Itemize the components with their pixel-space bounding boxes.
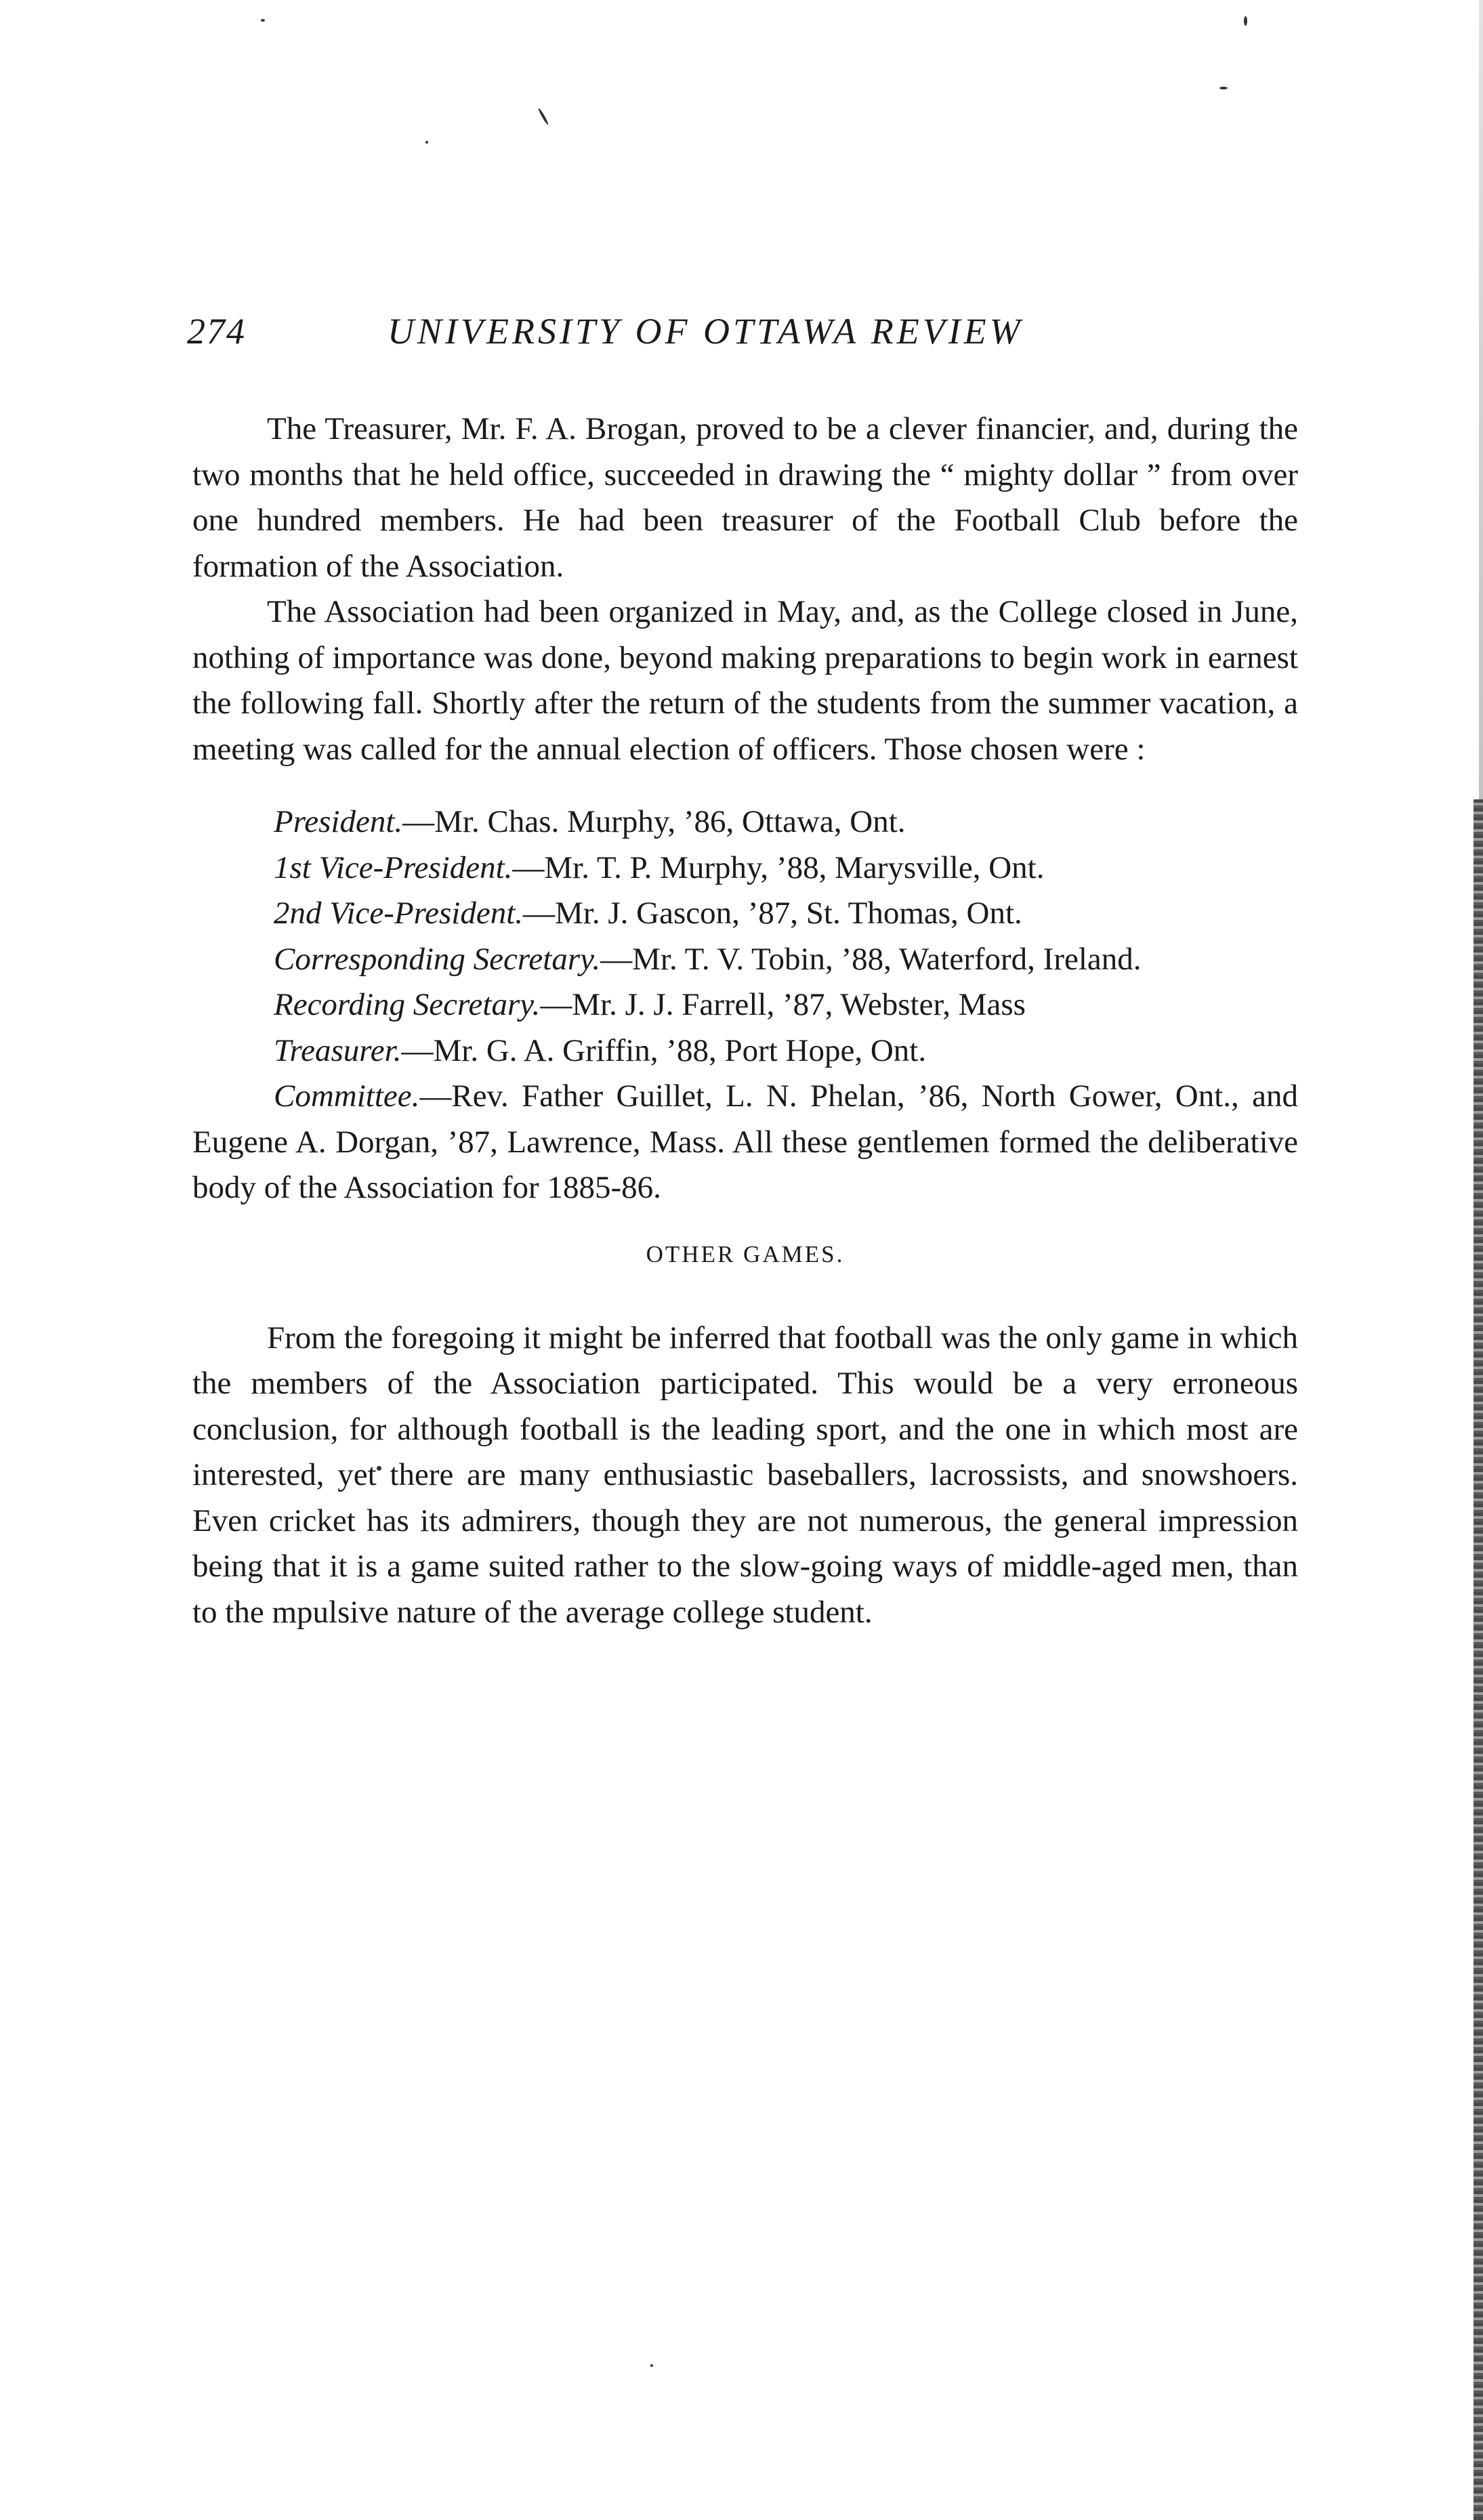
officer-role: President. [274, 804, 403, 839]
officer-detail: —Mr. G. A. Griffin, ’88, Port Hope, Ont. [401, 1032, 927, 1068]
officer-first-vice-president [192, 845, 1298, 891]
officer-second-vice-president [192, 891, 1298, 937]
treasurer-paragraph: The Treasurer, Mr. F. A. Brogan, proved to be a clever financier, and, during the two months that he held office, succeeded in drawing the “ mighty dollar ” from over one hundred members. He had been treasurer of the Football Club before the formation of the Association. [192, 411, 1298, 584]
officer-role: 1st Vice-President. [274, 849, 513, 885]
body-text [192, 406, 1298, 1635]
section-heading-other-games: OTHER GAMES. [646, 1240, 845, 1267]
scan-speck [261, 19, 265, 22]
officers-list [192, 799, 1298, 1211]
officer-role: 2nd Vice-President. [274, 896, 524, 931]
officer-committee [192, 1074, 1298, 1211]
officer-detail: —Mr. J. Gascon, ’87, St. Thomas, Ont. [523, 896, 1022, 931]
scan-edge-top [1479, 0, 1483, 799]
officer-role: Recording Secretary. [274, 987, 541, 1022]
running-title: UNIVERSITY OF OTTAWA REVIEW [388, 311, 1024, 352]
other-games-paragraph: From the foregoing it might be inferred that football was the only game in which the members of the Association participated. This would be a very erroneous conclusion, for although football is the leading sport, and the one in which most are interested, yet there are many enthusiastic baseballers, lacrossists, and snowshoers. Even cricket has its admirers, though they are not numerous, the general impression being that it is a game suited rather to the slow-going ways of middle-aged men, than to the mpulsive nature of the average college student. [192, 1320, 1298, 1630]
association-paragraph: The Association had been organized in May, and, as the College closed in June, nothing of importance was done, beyond making preparations to begin work in earnest the following fall. Shortly after the return of the students from the summer vacation, a meeting was called for the annual election of officers. Those chosen were : [192, 594, 1298, 767]
scan-speck [650, 2364, 653, 2367]
scan-speck [537, 108, 549, 125]
officer-role: Treasurer. [274, 1032, 402, 1068]
officer-recording-secretary [192, 982, 1298, 1028]
officer-detail: —Rev. Father Guillet, L. N. Phelan, ’86, North Gower, Ont., and Eugene A. Dorgan, ’87, Lawrence, Mass. All these gentlemen formed the deliberative body of the Association for 1885-86. [192, 1078, 1298, 1205]
officer-detail: —Mr. T. V. Tobin, ’88, Waterford, Ireland. [600, 941, 1142, 977]
officer-role: Corresponding Secretary. [274, 941, 601, 977]
page-header [187, 310, 1298, 364]
scan-speck [1244, 16, 1247, 26]
officer-detail: —Mr. J. J. Farrell, ’87, Webster, Mass [540, 987, 1026, 1022]
officer-detail: —Mr. T. P. Murphy, ’88, Marysville, Ont. [512, 849, 1045, 885]
officer-president [192, 799, 1298, 845]
officer-treasurer [192, 1028, 1298, 1074]
officer-corresponding-secretary [192, 937, 1298, 983]
scan-speck [425, 141, 428, 144]
officer-role: Committee. [274, 1078, 420, 1114]
page-number: 274 [187, 311, 246, 352]
officer-detail: —Mr. Chas. Murphy, ’86, Ottawa, Ont. [402, 804, 906, 839]
scan-binding-edge [1474, 799, 1483, 2520]
scan-speck [1219, 87, 1228, 89]
